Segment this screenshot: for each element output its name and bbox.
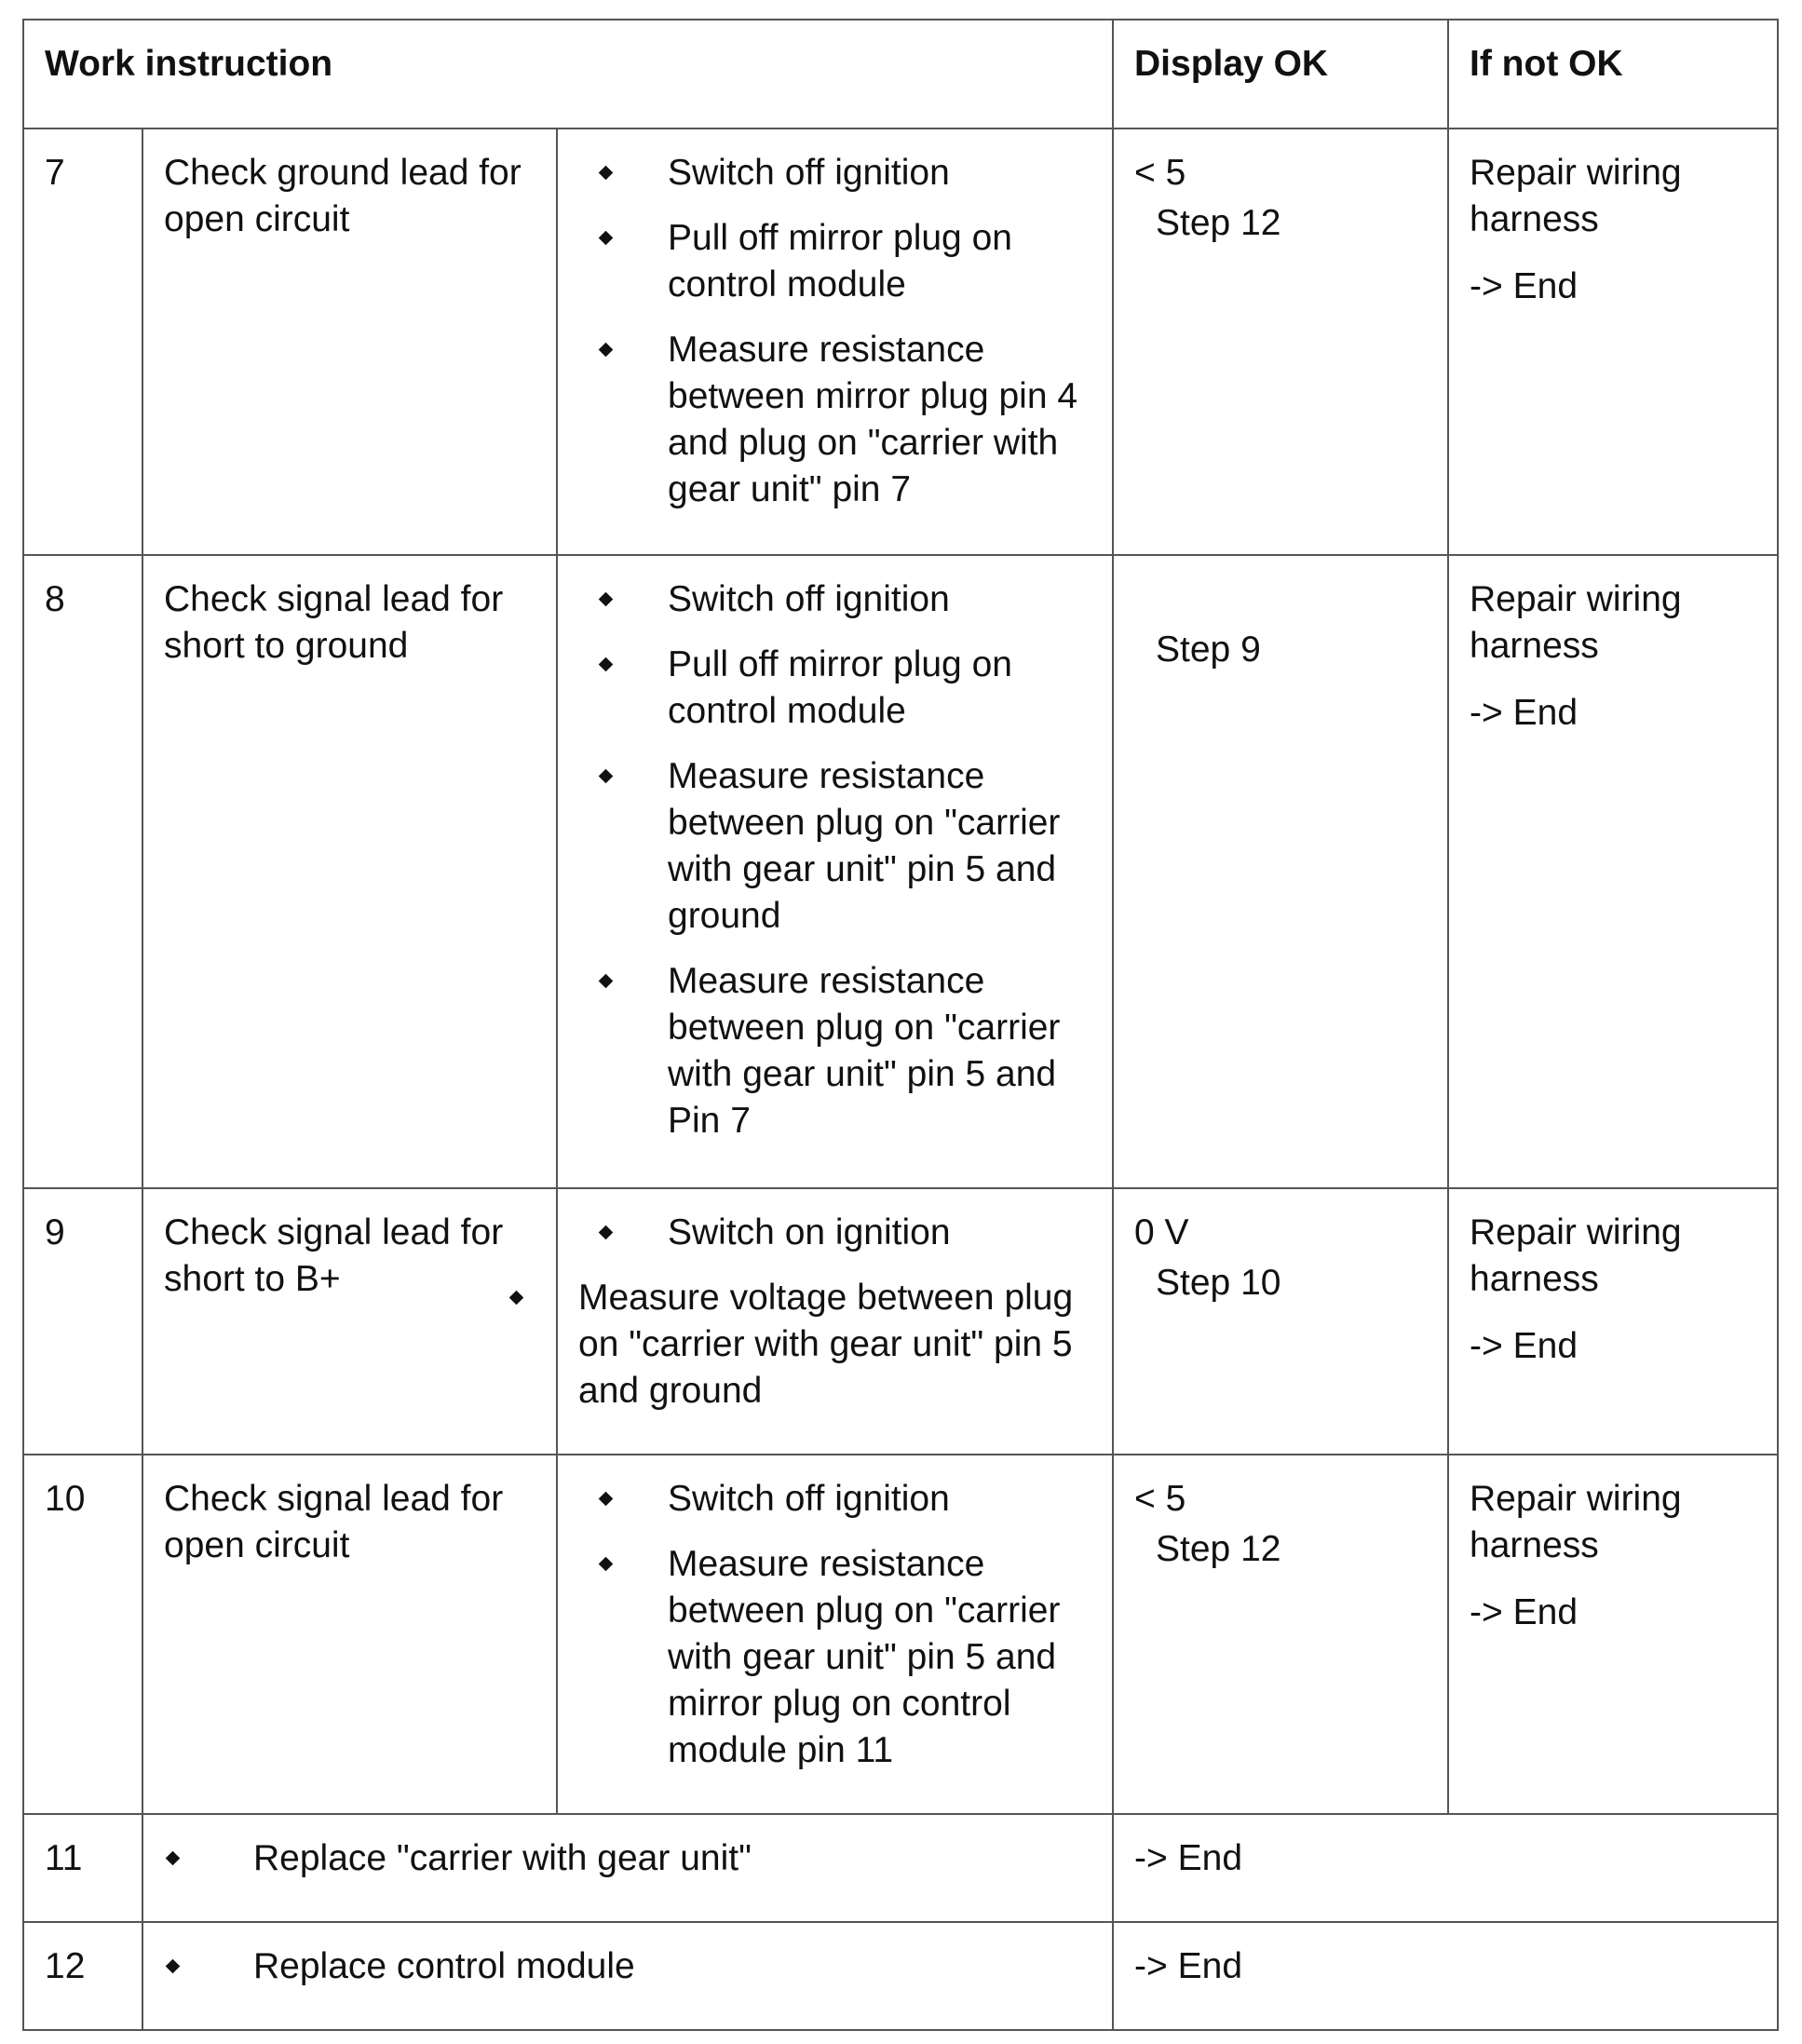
list-item [578, 1210, 1093, 1256]
list-item [578, 958, 1093, 1144]
bullet-diamond-icon [166, 1959, 181, 1974]
display-ok-cell [1113, 1455, 1448, 1814]
list-item [578, 642, 1093, 735]
instruction-text: Pull off mirror plug on control module [668, 644, 1012, 731]
display-next-step: Step 12 [1156, 1529, 1281, 1569]
if-not-ok-cell [1448, 129, 1778, 555]
bullet-diamond-icon [599, 1225, 614, 1240]
instruction-cell [142, 1922, 1113, 2030]
bullet-diamond-icon [599, 166, 614, 181]
instruction-cell [557, 129, 1113, 555]
instruction-text: Measure resistance between plug on "carrier with gear unit" pin 5 and mirror plug on control module pin 11 [668, 1544, 1061, 1770]
step-number: 11 [23, 1814, 142, 1922]
bullet-diamond-icon [599, 974, 614, 989]
instruction-text: Pull off mirror plug on control module [668, 218, 1012, 305]
instruction-text: Measure resistance between plug on "carrier with gear unit" pin 5 and ground [668, 756, 1061, 936]
display-next-step: Step 12 [1156, 203, 1281, 243]
instruction-text: Switch on ignition [668, 1212, 951, 1252]
header-work-instruction: Work instruction [23, 20, 1113, 129]
bullet-diamond-icon [599, 1557, 614, 1572]
display-next-step: Step 9 [1156, 629, 1261, 670]
bullet-diamond-icon [599, 769, 614, 784]
not-ok-action: Repair wiring harness [1470, 1479, 1682, 1565]
list-item [578, 576, 1093, 623]
check-description: Check signal lead for short to ground [142, 555, 557, 1188]
header-row [23, 20, 1778, 129]
bullet-diamond-icon [599, 231, 614, 246]
not-ok-end: -> End [1470, 693, 1578, 733]
header-display-ok: Display OK [1113, 20, 1448, 129]
table-row [23, 1922, 1778, 2030]
not-ok-action: Repair wiring harness [1470, 153, 1682, 239]
not-ok-end: -> End [1470, 1326, 1578, 1366]
result-cell: -> End [1113, 1922, 1778, 2030]
list-item [489, 1275, 1093, 1415]
instruction-cell [557, 555, 1113, 1188]
instruction-cell [142, 1814, 1113, 1922]
display-value: < 5 [1134, 1479, 1186, 1519]
list-item [578, 1541, 1093, 1774]
table-row [23, 129, 1778, 555]
instruction-text: Switch off ignition [668, 1479, 950, 1519]
display-ok-cell [1113, 129, 1448, 555]
result-cell: -> End [1113, 1814, 1778, 1922]
list-item [164, 1835, 1093, 1882]
instruction-text: Measure voltage between plug on "carrier with gear unit" pin 5 and ground [578, 1278, 1074, 1411]
bullet-diamond-icon [166, 1851, 181, 1866]
header-if-not-ok: If not OK [1448, 20, 1778, 129]
instruction-text: Replace control module [253, 1946, 635, 1986]
bullet-diamond-icon [599, 1492, 614, 1507]
step-number: 9 [23, 1188, 142, 1455]
step-number: 12 [23, 1922, 142, 2030]
step-number: 10 [23, 1455, 142, 1814]
instruction-text: Measure resistance between mirror plug pin 4 and plug on "carrier with gear unit" pin 7 [668, 330, 1078, 509]
display-ok-cell [1113, 555, 1448, 1188]
bullet-diamond-icon [599, 657, 614, 672]
if-not-ok-cell [1448, 1188, 1778, 1455]
bullet-diamond-icon [599, 592, 614, 607]
check-description: Check signal lead for short to B+ [142, 1188, 557, 1455]
display-next-step: Step 10 [1156, 1263, 1281, 1303]
display-value: < 5 [1134, 153, 1186, 193]
instruction-cell [557, 1188, 1113, 1455]
instruction-text: Switch off ignition [668, 153, 950, 193]
list-item [164, 1943, 1093, 1990]
not-ok-action: Repair wiring harness [1470, 579, 1682, 666]
not-ok-end: -> End [1470, 266, 1578, 306]
display-value: 0 V [1134, 1212, 1189, 1252]
not-ok-end: -> End [1470, 1592, 1578, 1632]
work-instruction-table [22, 19, 1779, 2031]
list-item [578, 753, 1093, 940]
check-description: Check ground lead for open circuit [142, 129, 557, 555]
table-row [23, 1455, 1778, 1814]
check-description: Check signal lead for open circuit [142, 1455, 557, 1814]
step-number: 7 [23, 129, 142, 555]
instruction-text: Measure resistance between plug on "carrier with gear unit" pin 5 and Pin 7 [668, 961, 1061, 1141]
bullet-diamond-icon [509, 1291, 524, 1306]
instruction-text: Replace "carrier with gear unit" [253, 1838, 752, 1878]
step-number: 8 [23, 555, 142, 1188]
not-ok-action: Repair wiring harness [1470, 1212, 1682, 1299]
table-row [23, 1814, 1778, 1922]
list-item [578, 150, 1093, 196]
instruction-text: Switch off ignition [668, 579, 950, 619]
list-item [578, 1476, 1093, 1523]
bullet-diamond-icon [599, 343, 614, 358]
list-item [578, 327, 1093, 513]
if-not-ok-cell [1448, 1455, 1778, 1814]
instruction-cell [557, 1455, 1113, 1814]
list-item [578, 215, 1093, 308]
if-not-ok-cell [1448, 555, 1778, 1188]
display-ok-cell [1113, 1188, 1448, 1455]
table-row [23, 555, 1778, 1188]
table-row [23, 1188, 1778, 1455]
